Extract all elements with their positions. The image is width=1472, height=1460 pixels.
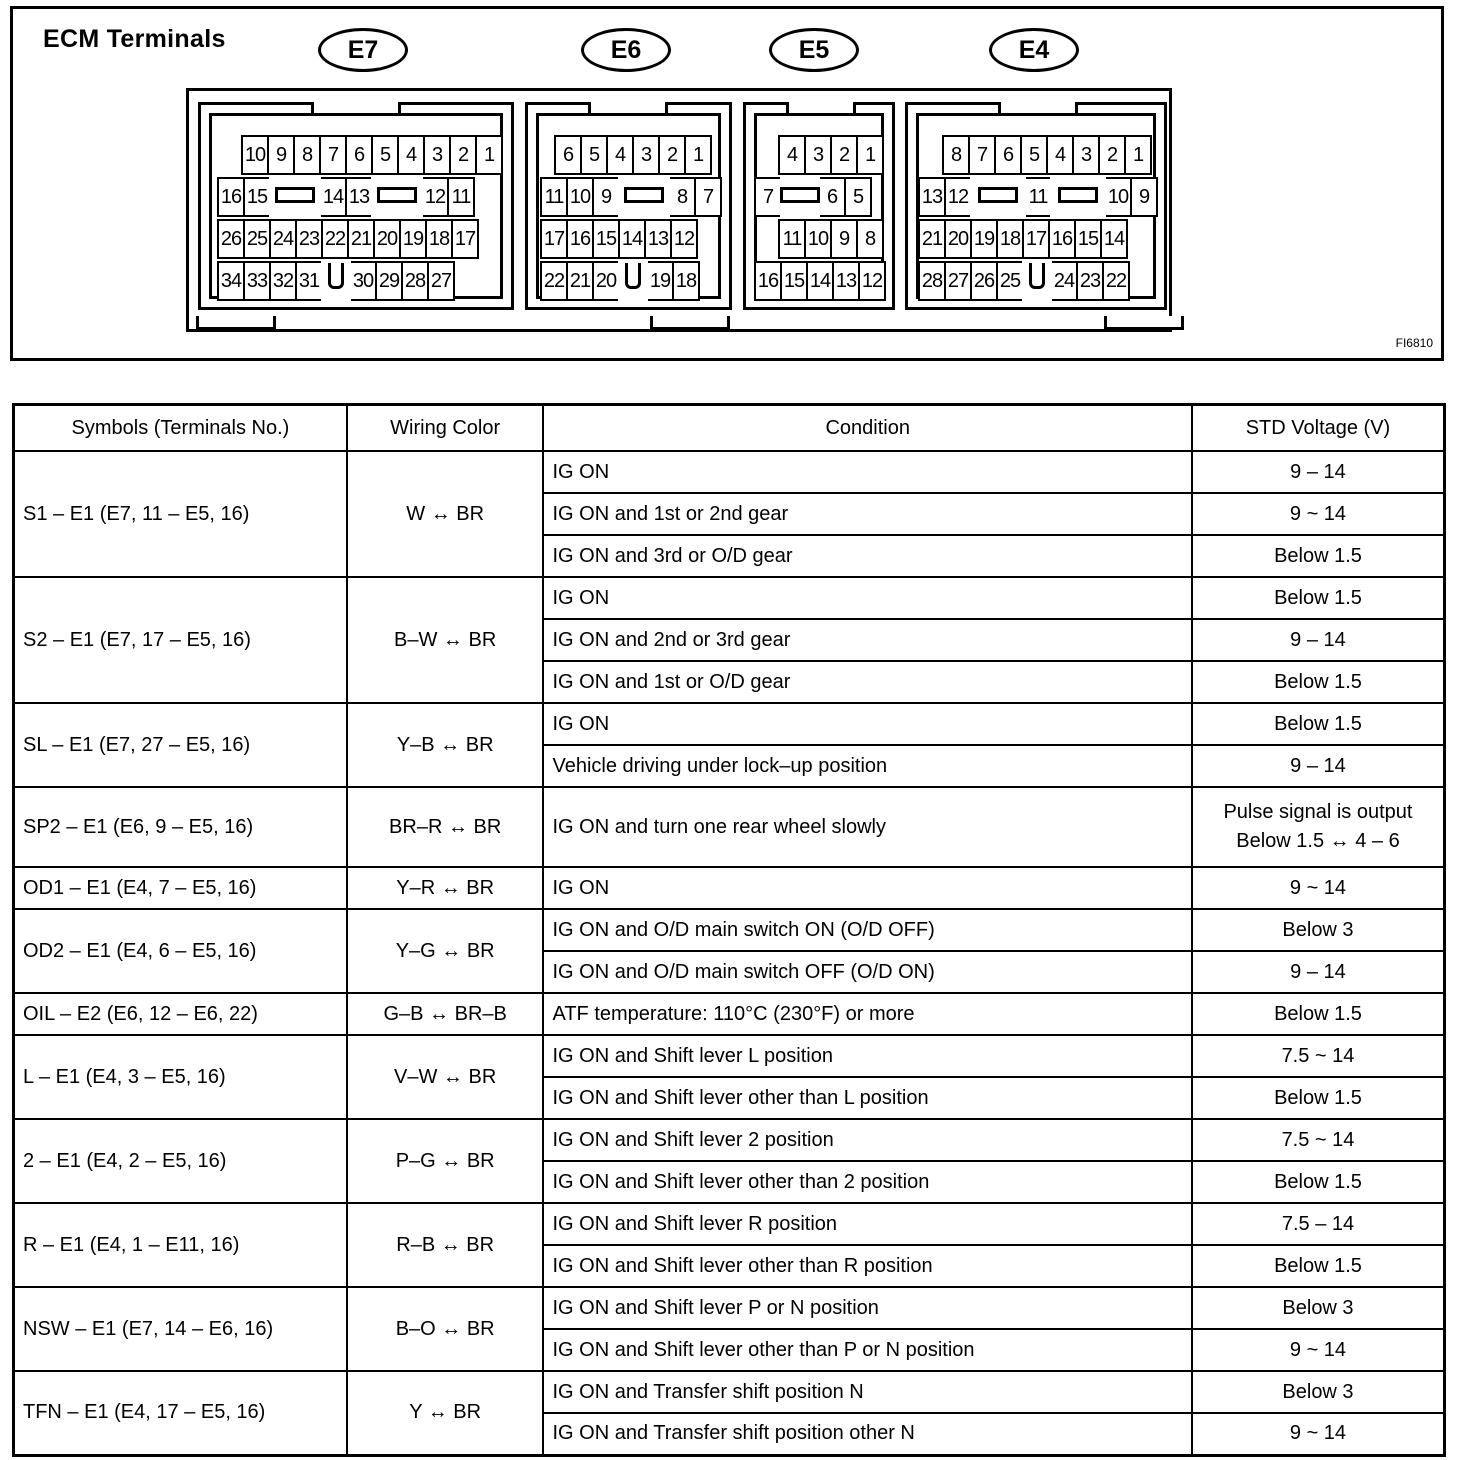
std-voltage: Below 1.5 [1192, 661, 1445, 703]
condition: IG ON and Shift lever P or N position [543, 1287, 1191, 1329]
terminal-pin: 15 [592, 219, 620, 259]
terminal-pin: 8 [293, 135, 321, 175]
connector-label-e6: E6 [581, 28, 671, 72]
terminal-pin: 33 [243, 261, 271, 301]
condition: IG ON and Shift lever L position [543, 1035, 1191, 1077]
terminal-symbol: S1 – E1 (E7, 11 – E5, 16) [14, 451, 347, 577]
std-voltage: Below 1.5 [1192, 1161, 1445, 1203]
table-row [14, 909, 1445, 951]
std-voltage: 9 – 14 [1192, 619, 1445, 661]
terminal-pin: 14 [1100, 219, 1128, 259]
terminal-pin: 12 [944, 177, 972, 217]
table-row [14, 1119, 1445, 1161]
terminal-pin: 10 [241, 135, 269, 175]
terminal-pin: 20 [944, 219, 972, 259]
std-voltage: Below 3 [1192, 909, 1445, 951]
terminal-pin: 12 [421, 177, 449, 217]
wiring-color: W ↔ BR [347, 451, 544, 577]
terminal-pin: 18 [672, 261, 700, 301]
connector-key-slot [780, 177, 820, 217]
pin-row [920, 261, 1130, 301]
wiring-color: Y ↔ BR [347, 1371, 544, 1455]
terminal-pin: 19 [399, 219, 427, 259]
terminal-pin: 16 [1048, 219, 1076, 259]
pin-row [920, 177, 1158, 217]
terminal-pin: 18 [996, 219, 1024, 259]
condition: IG ON and O/D main switch OFF (O/D ON) [543, 951, 1191, 993]
table-row [14, 787, 1445, 867]
terminal-pin: 5 [1020, 135, 1048, 175]
terminal-pin: 11 [1024, 177, 1052, 217]
terminal-pin: 5 [371, 135, 399, 175]
std-voltage: Below 1.5 [1192, 577, 1445, 619]
terminal-pin: 17 [540, 219, 568, 259]
terminal-pin: 5 [580, 135, 608, 175]
terminal-symbol: 2 – E1 (E4, 2 – E5, 16) [14, 1119, 347, 1203]
diagram-title: ECM Terminals [43, 25, 226, 53]
connector-key-slot [269, 177, 321, 217]
std-voltage: 9 ~ 14 [1192, 867, 1445, 909]
housing-tab [1104, 316, 1184, 330]
terminal-pin: 2 [1098, 135, 1126, 175]
std-voltage: Below 1.5 [1192, 993, 1445, 1035]
terminal-pin: 27 [944, 261, 972, 301]
pin-row [756, 261, 886, 301]
table-row [14, 451, 1445, 493]
std-voltage: Below 3 [1192, 1371, 1445, 1413]
terminal-pin: 2 [830, 135, 858, 175]
connector-e4 [905, 102, 1167, 310]
pin-row [542, 219, 698, 259]
header-std-voltage: STD Voltage (V) [1192, 405, 1445, 452]
terminal-pin: 14 [319, 177, 347, 217]
condition: IG ON and 1st or 2nd gear [543, 493, 1191, 535]
table-row [14, 993, 1445, 1035]
wiring-color: Y–B ↔ BR [347, 703, 544, 787]
terminal-pin: 16 [566, 219, 594, 259]
terminal-pin: 22 [321, 219, 349, 259]
table-row [14, 703, 1445, 745]
wiring-color: G–B ↔ BR–B [347, 993, 544, 1035]
terminal-pin: 8 [668, 177, 696, 217]
terminal-pin: 13 [345, 177, 373, 217]
terminal-pin: 29 [375, 261, 403, 301]
terminal-pin: 31 [295, 261, 323, 301]
std-voltage-line: Below 1.5 ↔ 4 – 6 [1236, 830, 1400, 852]
terminal-pin: 3 [423, 135, 451, 175]
terminal-pin: 32 [269, 261, 297, 301]
terminal-pin: 14 [618, 219, 646, 259]
connector-key-slot [618, 177, 670, 217]
terminal-symbol: TFN – E1 (E4, 17 – E5, 16) [14, 1371, 347, 1455]
std-voltage: Below 3 [1192, 1287, 1445, 1329]
connector-key-slot [1050, 177, 1106, 217]
terminal-pin: 21 [566, 261, 594, 301]
pin-row [243, 135, 503, 175]
connector-e6 [525, 102, 732, 310]
connector-latch [321, 261, 351, 301]
terminal-pin: 10 [804, 219, 832, 259]
terminal-pin: 15 [1074, 219, 1102, 259]
std-voltage: 9 ~ 14 [1192, 1413, 1445, 1455]
table-row [14, 1035, 1445, 1077]
pin-row [219, 177, 475, 217]
terminal-pin: 16 [754, 261, 782, 301]
terminal-pin: 7 [319, 135, 347, 175]
connector-key-slot [970, 177, 1026, 217]
pin-row [556, 135, 712, 175]
terminal-pin: 9 [1130, 177, 1158, 217]
table-row [14, 1287, 1445, 1329]
condition: IG ON [543, 577, 1191, 619]
connector-key-slot [371, 177, 423, 217]
connector-label-e7: E7 [318, 28, 408, 72]
header-wiring-color: Wiring Color [347, 405, 544, 452]
terminal-pin: 24 [269, 219, 297, 259]
terminal-pin: 1 [475, 135, 503, 175]
terminal-pin: 22 [540, 261, 568, 301]
connector-label-e4: E4 [989, 28, 1079, 72]
terminal-pin: 20 [592, 261, 620, 301]
std-voltage: 9 ~ 14 [1192, 1329, 1445, 1371]
std-voltage-line: Pulse signal is output [1223, 801, 1413, 823]
terminal-pin: 1 [856, 135, 884, 175]
terminal-pin: 23 [1076, 261, 1104, 301]
terminal-pin: 11 [778, 219, 806, 259]
terminal-symbol: L – E1 (E4, 3 – E5, 16) [14, 1035, 347, 1119]
terminal-pin: 27 [427, 261, 455, 301]
std-voltage: Below 1.5 [1192, 535, 1445, 577]
terminal-pin: 3 [804, 135, 832, 175]
std-voltage: Below 1.5 [1192, 1245, 1445, 1287]
terminal-symbol: S2 – E1 (E7, 17 – E5, 16) [14, 577, 347, 703]
terminal-symbol: NSW – E1 (E7, 14 – E6, 16) [14, 1287, 347, 1371]
terminal-pin: 12 [858, 261, 886, 301]
connector-latch [618, 261, 648, 301]
terminal-pin: 18 [425, 219, 453, 259]
housing-tab [650, 316, 730, 330]
condition: IG ON and Shift lever other than R position [543, 1245, 1191, 1287]
condition: IG ON and Shift lever R position [543, 1203, 1191, 1245]
condition: IG ON [543, 451, 1191, 493]
terminal-pin: 9 [267, 135, 295, 175]
std-voltage: 9 – 14 [1192, 745, 1445, 787]
terminal-symbol: R – E1 (E4, 1 – E11, 16) [14, 1203, 347, 1287]
terminal-pin: 23 [295, 219, 323, 259]
terminal-pin: 25 [243, 219, 271, 259]
condition: IG ON and 3rd or O/D gear [543, 535, 1191, 577]
header-symbols: Symbols (Terminals No.) [14, 405, 347, 452]
terminal-pin: 11 [447, 177, 475, 217]
terminal-pin: 25 [996, 261, 1024, 301]
terminal-pin: 7 [754, 177, 782, 217]
terminal-symbol: SP2 – E1 (E6, 9 – E5, 16) [14, 787, 347, 867]
wiring-color: R–B ↔ BR [347, 1203, 544, 1287]
terminal-pin: 11 [540, 177, 568, 217]
housing-tab [196, 316, 276, 330]
wiring-color: B–W ↔ BR [347, 577, 544, 703]
connector-e7 [198, 102, 514, 310]
terminal-pin: 6 [818, 177, 846, 217]
terminal-pin: 24 [1050, 261, 1078, 301]
std-voltage: 7.5 – 14 [1192, 1203, 1445, 1245]
connector-latch [1022, 261, 1052, 301]
std-voltage: 9 ~ 14 [1192, 493, 1445, 535]
terminal-pin: 21 [347, 219, 375, 259]
terminal-pin: 30 [349, 261, 377, 301]
terminal-pin: 12 [670, 219, 698, 259]
pin-row [780, 219, 884, 259]
terminal-pin: 3 [632, 135, 660, 175]
terminal-pin: 14 [806, 261, 834, 301]
terminal-pin: 13 [832, 261, 860, 301]
terminal-pin: 1 [684, 135, 712, 175]
wiring-color: BR–R ↔ BR [347, 787, 544, 867]
terminal-symbol: OD2 – E1 (E4, 6 – E5, 16) [14, 909, 347, 993]
terminal-pin: 8 [942, 135, 970, 175]
condition: IG ON and Transfer shift position other N [543, 1413, 1191, 1455]
terminal-pin: 7 [694, 177, 722, 217]
std-voltage: Below 1.5 [1192, 703, 1445, 745]
pin-row [219, 261, 455, 301]
terminal-pin: 34 [217, 261, 245, 301]
condition: IG ON [543, 703, 1191, 745]
table-row [14, 1203, 1445, 1245]
terminal-pin: 28 [401, 261, 429, 301]
condition: IG ON [543, 867, 1191, 909]
terminal-pin: 2 [658, 135, 686, 175]
condition: IG ON and 2nd or 3rd gear [543, 619, 1191, 661]
std-voltage: Below 1.5 [1192, 1077, 1445, 1119]
terminal-pin: 17 [1022, 219, 1050, 259]
wiring-color: V–W ↔ BR [347, 1035, 544, 1119]
std-voltage: 7.5 ~ 14 [1192, 1119, 1445, 1161]
terminal-pin: 7 [968, 135, 996, 175]
table-row [14, 867, 1445, 909]
terminal-pin: 9 [830, 219, 858, 259]
terminal-pin: 17 [451, 219, 479, 259]
wiring-color: B–O ↔ BR [347, 1287, 544, 1371]
terminal-pin: 21 [918, 219, 946, 259]
terminal-pin: 13 [644, 219, 672, 259]
std-voltage: 7.5 ~ 14 [1192, 1035, 1445, 1077]
terminal-pin: 6 [554, 135, 582, 175]
terminal-pin: 4 [606, 135, 634, 175]
terminal-pin: 20 [373, 219, 401, 259]
condition: ATF temperature: 110°C (230°F) or more [543, 993, 1191, 1035]
wiring-color: Y–R ↔ BR [347, 867, 544, 909]
table-header-row [14, 405, 1445, 452]
terminal-symbol: OD1 – E1 (E4, 7 – E5, 16) [14, 867, 347, 909]
terminal-pin: 19 [646, 261, 674, 301]
condition: IG ON and 1st or O/D gear [543, 661, 1191, 703]
wiring-color: Y–G ↔ BR [347, 909, 544, 993]
table-row [14, 1371, 1445, 1413]
terminal-pin: 26 [970, 261, 998, 301]
header-condition: Condition [543, 405, 1191, 452]
condition: IG ON and Shift lever other than P or N position [543, 1329, 1191, 1371]
std-voltage: 9 – 14 [1192, 451, 1445, 493]
terminal-pin: 1 [1124, 135, 1152, 175]
terminal-pin: 9 [592, 177, 620, 217]
terminal-pin: 13 [918, 177, 946, 217]
terminal-pin: 4 [397, 135, 425, 175]
terminal-pin: 8 [856, 219, 884, 259]
terminal-pin: 15 [780, 261, 808, 301]
terminal-pin: 2 [449, 135, 477, 175]
pin-row [542, 177, 722, 217]
terminal-pin: 15 [243, 177, 271, 217]
pin-row [944, 135, 1152, 175]
terminal-pin: 3 [1072, 135, 1100, 175]
terminal-pin: 6 [345, 135, 373, 175]
connector-label-e5: E5 [769, 28, 859, 72]
condition: IG ON and turn one rear wheel slowly [543, 787, 1191, 867]
figure-code: FI6810 [1395, 336, 1433, 350]
condition: IG ON and Transfer shift position N [543, 1371, 1191, 1413]
table-row [14, 577, 1445, 619]
wiring-color: P–G ↔ BR [347, 1119, 544, 1203]
terminal-pin: 4 [778, 135, 806, 175]
pin-row [780, 135, 884, 175]
terminal-symbol: SL – E1 (E7, 27 – E5, 16) [14, 703, 347, 787]
std-voltage [1192, 787, 1445, 867]
terminal-pin: 10 [566, 177, 594, 217]
terminal-pin: 5 [844, 177, 872, 217]
condition: IG ON and Shift lever other than 2 position [543, 1161, 1191, 1203]
connector-e5 [743, 102, 895, 310]
terminal-pin: 6 [994, 135, 1022, 175]
terminal-pin: 4 [1046, 135, 1074, 175]
condition: IG ON and Shift lever other than L position [543, 1077, 1191, 1119]
terminal-voltage-table [12, 403, 1446, 1457]
pin-row [542, 261, 700, 301]
terminal-pin: 22 [1102, 261, 1130, 301]
terminal-pin: 16 [217, 177, 245, 217]
pin-row [920, 219, 1128, 259]
terminal-pin: 10 [1104, 177, 1132, 217]
condition: Vehicle driving under lock–up position [543, 745, 1191, 787]
terminal-pin: 19 [970, 219, 998, 259]
pin-row [756, 177, 872, 217]
condition: IG ON and Shift lever 2 position [543, 1119, 1191, 1161]
pin-row [219, 219, 479, 259]
terminal-symbol: OIL – E2 (E6, 12 – E6, 22) [14, 993, 347, 1035]
terminal-pin: 26 [217, 219, 245, 259]
condition: IG ON and O/D main switch ON (O/D OFF) [543, 909, 1191, 951]
terminal-pin: 28 [918, 261, 946, 301]
std-voltage: 9 – 14 [1192, 951, 1445, 993]
